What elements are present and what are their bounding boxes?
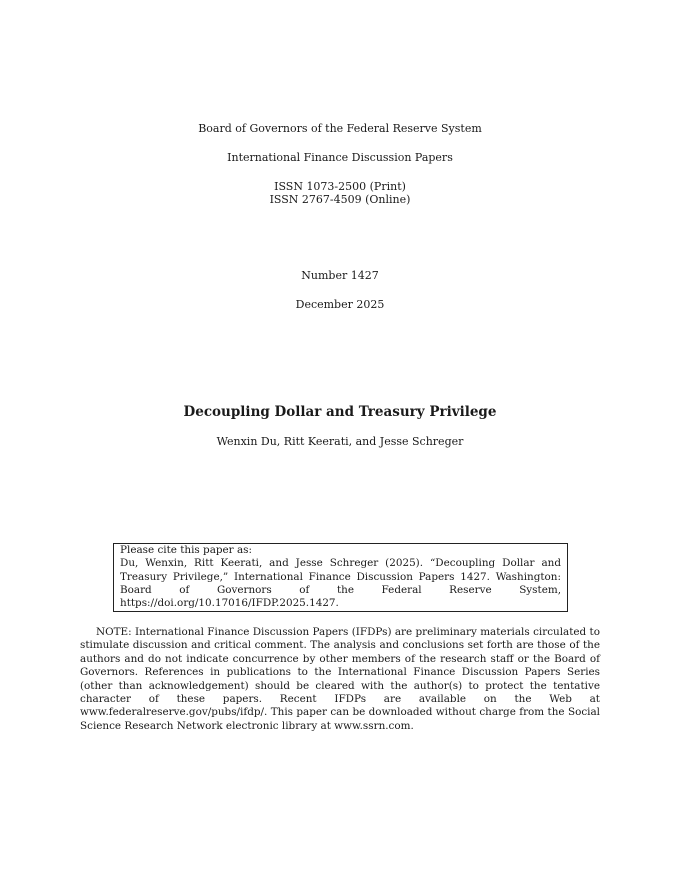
citation-box <box>113 543 568 612</box>
citation-heading: Please cite this paper as: <box>120 544 252 556</box>
paper-authors: Wenxin Du, Ritt Keerati, and Jesse Schreger <box>216 435 464 448</box>
paper-number: Number 1427 <box>301 269 379 282</box>
paper-date: December 2025 <box>295 298 385 311</box>
board-name: Board of Governors of the Federal Reserve System <box>198 122 482 135</box>
citation-text: Du, Wenxin, Ritt Keerati, and Jesse Schreger (2025). “Decoupling Dollar and Treasury Privilege,” International Finance Discussion Papers 1427. Washington: Board of Governors of the Federal Reserve System, https://doi.org/10.17016/IFDP.2025.1427. <box>120 557 561 610</box>
issn-online: ISSN 2767-4509 (Online) <box>269 193 411 206</box>
paper-title: Decoupling Dollar and Treasury Privilege <box>183 404 497 420</box>
series-name: International Finance Discussion Papers <box>227 151 453 164</box>
issn-print: ISSN 1073-2500 (Print) <box>274 180 406 193</box>
disclaimer-note: NOTE: International Finance Discussion Papers (IFDPs) are preliminary materials circulated to stimulate discussion and critical comment. The analysis and conclusions set forth are those of the authors and do not indicate concurrence by other members of the research staff or the Board of Governors. References in publications to the International Finance Discussion Papers Series (other than acknowledgement) should be cleared with the author(s) to protect the tentative character of these papers. Recent IFDPs are available on the Web at www.federalreserve.gov/pubs/ifdp/. This paper can be downloaded without charge from the Social Science Research Network electronic library at www.ssrn.com. <box>80 626 600 732</box>
